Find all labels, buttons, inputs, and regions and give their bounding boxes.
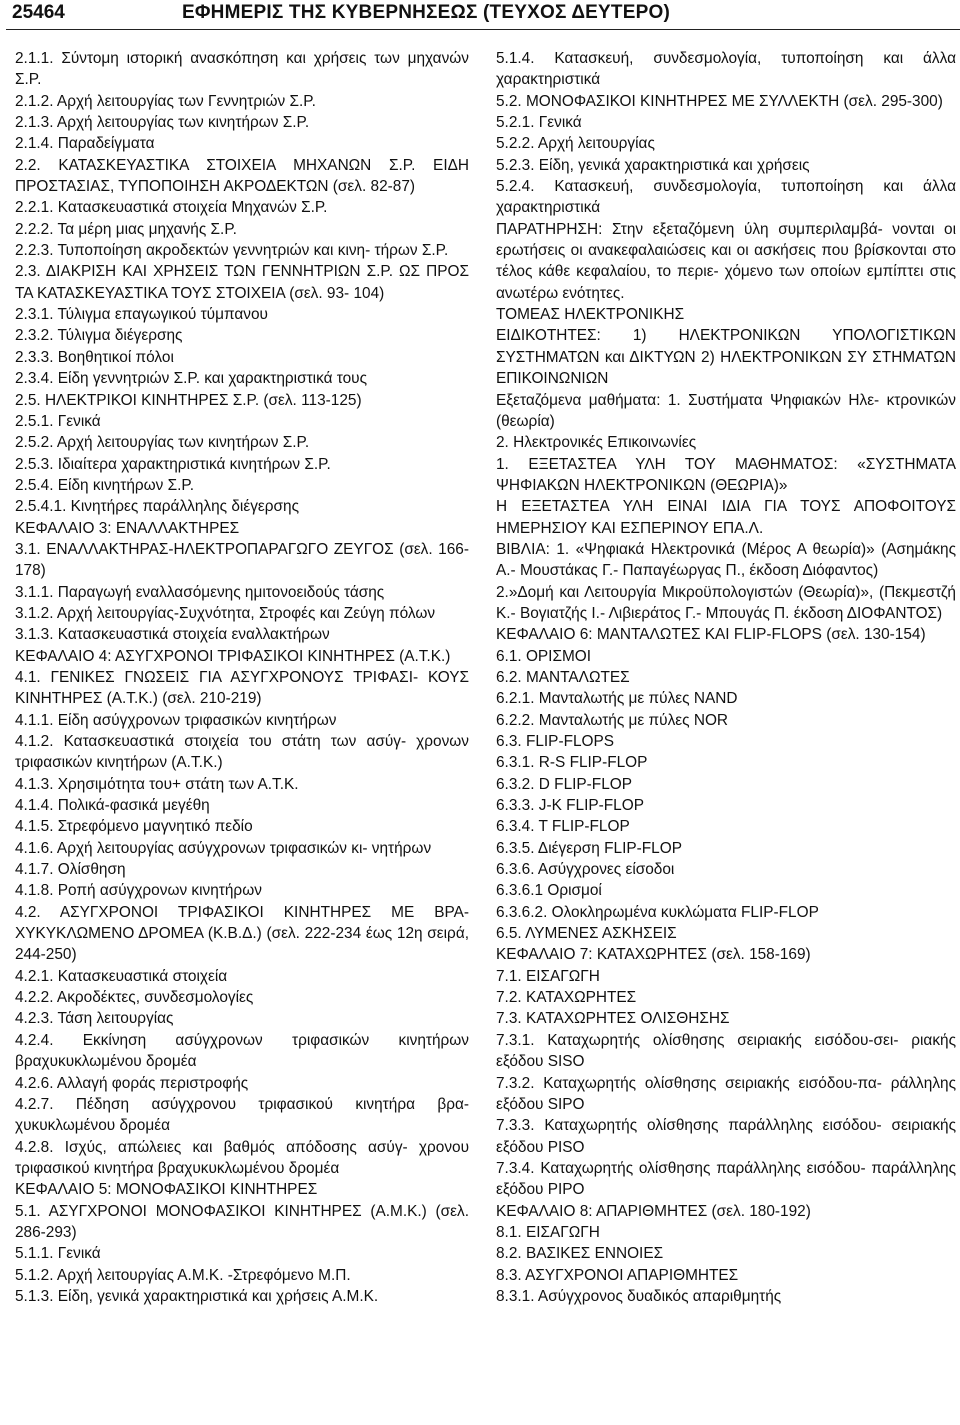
- text-paragraph: Εξεταζόμενα μαθήματα: 1. Συστήματα Ψηφιακών Ηλε- κτρονικών (θεωρία): [496, 391, 956, 430]
- left-column: [11, 48, 469, 1307]
- text-paragraph: 4.2.1. Κατασκευαστικά στοιχεία: [15, 967, 228, 985]
- text-paragraph: 2.2.1. Κατασκευαστικά στοιχεία Μηχανών Σ.Ρ.: [15, 199, 328, 217]
- text-paragraph: 2. Ηλεκτρονικές Επικοινωνίες: [496, 434, 697, 452]
- text-paragraph: 2.5.2. Αρχή λειτουργίας των κινητήρων Σ.Ρ.: [15, 434, 310, 452]
- text-paragraph: 4.2.7. Πέδηση ασύγχρονου τριφασικού κινητήρα βρα- χυκυκλωμένου δρομέα: [15, 1095, 469, 1135]
- text-paragraph: 7.3.3. Καταχωρητής ολίσθησης παράλληλης εισόδου- σειριακής εξόδου PISO: [496, 1117, 956, 1156]
- text-paragraph: 6.3.6.1 Ορισμοί: [496, 882, 602, 900]
- text-paragraph: 2.3.3. Βοηθητικοί πόλοι: [15, 348, 174, 366]
- text-paragraph: 4.2.6. Αλλαγή φοράς περιστροφής: [15, 1074, 249, 1092]
- text-paragraph: 5.1.2. Αρχή λειτουργίας Α.Μ.Κ. -Στρεφόμενο Μ.Π.: [15, 1266, 351, 1284]
- text-paragraph: 4.2. ΑΣΥΓΧΡΟΝΟΙ ΤΡΙΦΑΣΙΚΟΙ ΚΙΝΗΤΗΡΕΣ ΜΕ ΒΡΑ- ΧΥΚΥΚΛΩΜΕΝΟ ΔΡΟΜΕΑ (Κ.Β.Δ.) (σελ. 222-234 έως 12η σειρά, 244-250): [15, 903, 469, 964]
- text-paragraph: 4.1.2. Κατασκευαστικά στοιχεία του στάτη των ασύγ- χρονων τριφασικών κινητήρων (Α.Τ.Κ.): [15, 733, 469, 772]
- gazette-title: ΕΦΗΜΕΡΙΣ ΤΗΣ ΚΥΒΕΡΝΗΣΕΩΣ (ΤΕΥΧΟΣ ΔΕΥΤΕΡΟ): [182, 2, 670, 23]
- text-paragraph: 8.3. ΑΣΥΓΧΡΟΝΟΙ ΑΠΑΡΙΘΜΗΤΕΣ: [496, 1266, 739, 1284]
- text-paragraph: 6.3.6. Ασύγχρονες είσοδοι: [496, 861, 675, 879]
- text-paragraph: ΚΕΦΑΛΑΙΟ 4: ΑΣΥΓΧΡΟΝΟΙ ΤΡΙΦΑΣΙΚΟΙ ΚΙΝΗΤΗΡΕΣ (Α.Τ.Κ.): [15, 647, 451, 665]
- text-paragraph: 6.2.1. Μανταλωτής με πύλες NAND: [496, 690, 738, 708]
- text-paragraph: 7.3.2. Καταχωρητής ολίσθησης σειριακής εισόδου-πα- ράλληλης εξόδου SIPO: [496, 1074, 956, 1113]
- text-paragraph: 3.1.2. Αρχή λειτουργίας-Συχνότητα, Στροφές και Ζεύγη πόλων: [15, 604, 436, 622]
- text-paragraph: ΕΙΔΙΚΟΤΗΤΕΣ: 1) ΗΛΕΚΤΡΟΝΙΚΩΝ ΥΠΟΛΟΓΙΣΤΙΚΩΝ ΣΥΣΤΗΜΑΤΩΝ και ΔΙΚΤΥΩΝ 2) ΗΛΕΚΤΡΟΝΙΚΩΝ ΣΥ ΣΤΗΜΑΤΩΝ ΕΠΙΚΟΙΝΩΝΙΩΝ: [496, 327, 956, 388]
- text-paragraph: 7.3.1. Καταχωρητής ολίσθησης σειριακής εισόδου-σει- ριακής εξόδου SISO: [496, 1031, 956, 1071]
- text-paragraph: 7.3. ΚΑΤΑΧΩΡΗΤΕΣ ΟΛΙΣΘΗΣΗΣ: [496, 1010, 730, 1028]
- text-paragraph: 6.3. FLIP-FLOPS: [496, 733, 615, 750]
- text-paragraph: 7.1. ΕΙΣΑΓΩΓΗ: [496, 967, 600, 985]
- text-paragraph: 2.2. ΚΑΤΑΣΚΕΥΑΣΤΙΚΑ ΣΤΟΙΧΕΙΑ ΜΗΧΑΝΩΝ Σ.Ρ. ΕΙΔΗ ΠΡΟΣΤΑΣΙΑΣ, ΤΥΠΟΠΟΙΗΣΗ ΑΚΡΟΔΕΚΤΩΝ (σελ. 82-87): [15, 156, 469, 196]
- text-paragraph: 4.1.6. Αρχή λειτουργίας ασύγχρονων τριφασικών κι- νητήρων: [15, 839, 432, 857]
- text-paragraph: 3.1.3. Κατασκευαστικά στοιχεία εναλλακτήρων: [15, 626, 330, 644]
- text-paragraph: 2.1.3. Αρχή λειτουργίας των κινητήρων Σ.Ρ.: [15, 114, 310, 132]
- text-paragraph: 4.1.1. Είδη ασύγχρονων τριφασικών κινητήρων: [15, 711, 337, 729]
- page-header: [6, 0, 956, 36]
- text-paragraph: 6.3.2. D FLIP-FLOP: [496, 775, 632, 793]
- text-paragraph: 4.1.4. Πολικά-φασικά μεγέθη: [15, 797, 210, 815]
- text-paragraph: 2.5.3. Ιδιαίτερα χαρακτηριστικά κινητήρων Σ.Ρ.: [15, 455, 331, 473]
- text-paragraph: 2.3.1. Τύλιγμα επαγωγικού τύμπανου: [15, 306, 268, 324]
- text-paragraph: 4.1.5. Στρεφόμενο μαγνητικό πεδίο: [15, 818, 253, 836]
- text-paragraph: ΚΕΦΑΛΑΙΟ 6: ΜΑΝΤΑΛΩΤΕΣ ΚΑΙ FLIP-FLOPS (σελ. 130-154): [496, 626, 926, 644]
- text-paragraph: ΚΕΦΑΛΑΙΟ 5: ΜΟΝΟΦΑΣΙΚΟΙ ΚΙΝΗΤΗΡΕΣ: [15, 1181, 318, 1199]
- text-paragraph: ΒΙΒΛΙΑ: 1. «Ψηφιακά Ηλεκτρονικά (Μέρος Α θεωρία)» (Ασημάκης Α.- Μουστάκας Γ.- Παπαγέωργας Π., έκδοση Διόφαντος): [496, 540, 956, 580]
- text-paragraph: 4.1.7. Ολίσθηση: [15, 861, 126, 879]
- text-paragraph: 5.2.3. Είδη, γενικά χαρακτηριστικά και χρήσεις: [496, 156, 810, 174]
- text-paragraph: ΠΑΡΑΤΗΡΗΣΗ: Στην εξεταζόμενη ύλη συμπεριλαμβά- νονται οι ερωτήσεις οι ανακεφαλαιώσεις και οι ασκήσεις που βρίσκονται στο τέλος κάθε κεφαλαίου, το περιε- χόμενο των οποίων εμπίπτει στις ανωτέρω ενότητες.: [496, 220, 956, 302]
- text-paragraph: 2.3.2. Τύλιγμα διέγερσης: [15, 327, 183, 345]
- text-paragraph: 2.1.1. Σύντομη ιστορική ανασκόπηση και χρήσεις των μηχανών Σ.Ρ.: [15, 50, 469, 89]
- text-paragraph: 4.2.3. Τάση λειτουργίας: [15, 1010, 174, 1028]
- text-paragraph: 5.1. ΑΣΥΓΧΡΟΝΟΙ ΜΟΝΟΦΑΣΙΚΟΙ ΚΙΝΗΤΗΡΕΣ (Α.Μ.Κ.) (σελ. 286-293): [15, 1202, 469, 1241]
- text-paragraph: 2.5.1. Γενικά: [15, 412, 101, 430]
- header-rule: [6, 29, 960, 30]
- text-paragraph: 8.1. ΕΙΣΑΓΩΓΗ: [496, 1223, 600, 1241]
- text-paragraph: ΚΕΦΑΛΑΙΟ 3: ΕΝΑΛΛΑΚΤΗΡΕΣ: [15, 519, 240, 537]
- text-paragraph: 5.2. ΜΟΝΟΦΑΣΙΚΟΙ ΚΙΝΗΤΗΡΕΣ ΜΕ ΣΥΛΛΕΚΤΗ (σελ. 295-300): [496, 92, 943, 110]
- text-paragraph: ΤΟΜΕΑΣ ΗΛΕΚΤΡΟΝΙΚΗΣ: [496, 306, 685, 324]
- text-paragraph: 4.2.4. Εκκίνηση ασύγχρονων τριφασικών κινητήρων βραχυκυκλωμένου δρομέα: [15, 1031, 469, 1071]
- text-paragraph: 7.3.4. Καταχωρητής ολίσθησης παράλληλης εισόδου- παράλληλης εξόδου PIPO: [496, 1159, 956, 1199]
- text-paragraph: 5.1.4. Κατασκευή, συνδεσμολογία, τυποποίηση και άλλα χαρακτηριστικά: [496, 50, 956, 89]
- text-paragraph: 6.1. ΟΡΙΣΜΟΙ: [496, 647, 592, 665]
- text-paragraph: 2.1.4. Παραδείγματα: [15, 135, 155, 153]
- text-paragraph: 6.2.2. Μανταλωτής με πύλες NOR: [496, 711, 729, 729]
- text-paragraph: 2.3.4. Είδη γεννητριών Σ.Ρ. και χαρακτηριστικά τους: [15, 370, 368, 388]
- text-paragraph: 6.3.3. J-K FLIP-FLOP: [496, 797, 644, 815]
- text-paragraph: 6.3.6.2. Ολοκληρωμένα κυκλώματα FLIP-FLOP: [496, 903, 819, 921]
- text-paragraph: 5.2.2. Αρχή λειτουργίας: [496, 135, 655, 153]
- text-paragraph: 4.1. ΓΕΝΙΚΕΣ ΓΝΩΣΕΙΣ ΓΙΑ ΑΣΥΓΧΡΟΝΟΥΣ ΤΡΙΦΑΣΙ- ΚΟΥΣ ΚΙΝΗΤΗΡΕΣ (Α.Τ.Κ.) (σελ. 210-219): [15, 668, 469, 708]
- text-paragraph: Η ΕΞΕΤΑΣΤΕΑ ΥΛΗ ΕΙΝΑΙ ΙΔΙΑ ΓΙΑ ΤΟΥΣ ΑΠΟΦΟΙΤΟΥΣ ΗΜΕΡΗΣΙΟΥ ΚΑΙ ΕΣΠΕΡΙΝΟΥ ΕΠΑ.Λ.: [496, 498, 956, 537]
- text-paragraph: 5.2.1. Γενικά: [496, 114, 582, 132]
- text-paragraph: 2.5. ΗΛΕΚΤΡΙΚΟΙ ΚΙΝΗΤΗΡΕΣ Σ.Ρ. (σελ. 113-125): [15, 391, 362, 409]
- text-paragraph: 4.2.8. Ισχύς, απώλειες και βαθμός απόδοσης ασύγ- χρονου τριφασικού κινητήρα βραχυκυκλωμένου δρομέα: [15, 1138, 469, 1177]
- text-paragraph: 7.2. ΚΑΤΑΧΩΡΗΤΕΣ: [496, 989, 637, 1007]
- text-paragraph: 2.3. ΔΙΑΚΡΙΣΗ ΚΑΙ ΧΡΗΣΕΙΣ ΤΩΝ ΓΕΝΝΗΤΡΙΩΝ Σ.Ρ. ΩΣ ΠΡΟΣ ΤΑ ΚΑΤΑΣΚΕΥΑΣΤΙΚΑ ΤΟΥΣ ΣΤΟΙΧΕΙΑ (σελ. 93- 104): [15, 263, 469, 302]
- text-paragraph: 2.2.2. Τα μέρη μιας μηχανής Σ.Ρ.: [15, 220, 237, 238]
- page-number: 25464: [12, 2, 65, 23]
- text-paragraph: 8.2. ΒΑΣΙΚΕΣ ΕΝΝΟΙΕΣ: [496, 1245, 664, 1263]
- text-paragraph: 2.5.4.1. Κινητήρες παράλληλης διέγερσης: [15, 498, 299, 516]
- right-column: [492, 48, 956, 1307]
- text-paragraph: 4.1.8. Ροπή ασύγχρονων κινητήρων: [15, 882, 262, 900]
- text-paragraph: 6.3.4. T FLIP-FLOP: [496, 818, 630, 836]
- text-paragraph: 2.5.4. Είδη κινητήρων Σ.Ρ.: [15, 476, 194, 494]
- text-paragraph: 6.3.1. R-S FLIP-FLOP: [496, 754, 648, 772]
- text-paragraph: ΚΕΦΑΛΑΙΟ 8: ΑΠΑΡΙΘΜΗΤΕΣ (σελ. 180-192): [496, 1202, 811, 1220]
- text-paragraph: 4.1.3. Χρησιμότητα του+ στάτη των Α.Τ.Κ.: [15, 775, 299, 793]
- text-paragraph: 5.1.3. Είδη, γενικά χαρακτηριστικά και χρήσεις Α.Μ.Κ.: [15, 1287, 379, 1305]
- text-paragraph: 6.3.5. Διέγερση FLIP-FLOP: [496, 839, 682, 857]
- text-paragraph: 1. ΕΞΕΤΑΣΤΕΑ ΥΛΗ ΤΟΥ ΜΑΘΗΜΑΤΟΣ: «ΣΥΣΤΗΜΑΤΑ ΨΗΦΙΑΚΩΝ ΗΛΕΚΤΡΟΝΙΚΩΝ (ΘΕΩΡΙΑ)»: [496, 455, 956, 494]
- text-paragraph: 5.2.4. Κατασκευή, συνδεσμολογία, τυποποίηση και άλλα χαρακτηριστικά: [496, 178, 956, 217]
- text-paragraph: 2.2.3. Τυποποίηση ακροδεκτών γεννητριών και κινη- τήρων Σ.Ρ.: [15, 242, 449, 260]
- text-paragraph: 3.1. ΕΝΑΛΛΑΚΤΗΡΑΣ-ΗΛΕΚΤΡΟΠΑΡΑΓΩΓΟ ΖΕΥΓΟΣ (σελ. 166-178): [15, 540, 469, 580]
- text-paragraph: 8.3.1. Ασύγχρονος δυαδικός απαριθμητής: [496, 1287, 782, 1305]
- text-paragraph: 5.1.1. Γενικά: [15, 1245, 101, 1263]
- text-paragraph: 2.»Δομή και Λειτουργία Μικροϋπολογιστών (Θεωρία)», (Πεκμεστζή Κ.- Βογιατζής Ι.- Λιβιεράτος Γ.- Μπουγάς Π. έκδοση ΔΙΟΦΑΝΤΟΣ): [496, 583, 956, 622]
- text-paragraph: 3.1.1. Παραγωγή εναλλασόμενης ημιτονοειδούς τάσης: [15, 583, 385, 601]
- text-paragraph: 4.2.2. Ακροδέκτες, συνδεσμολογίες: [15, 989, 254, 1007]
- text-paragraph: ΚΕΦΑΛΑΙΟ 7: ΚΑΤΑΧΩΡΗΤΕΣ (σελ. 158-169): [496, 946, 811, 964]
- text-paragraph: 2.1.2. Αρχή λειτουργίας των Γεννητριών Σ.Ρ.: [15, 92, 316, 110]
- text-paragraph: 6.2. ΜΑΝΤΑΛΩΤΕΣ: [496, 668, 630, 686]
- text-paragraph: 6.5. ΛΥΜΕΝΕΣ ΑΣΚΗΣΕΙΣ: [496, 925, 677, 943]
